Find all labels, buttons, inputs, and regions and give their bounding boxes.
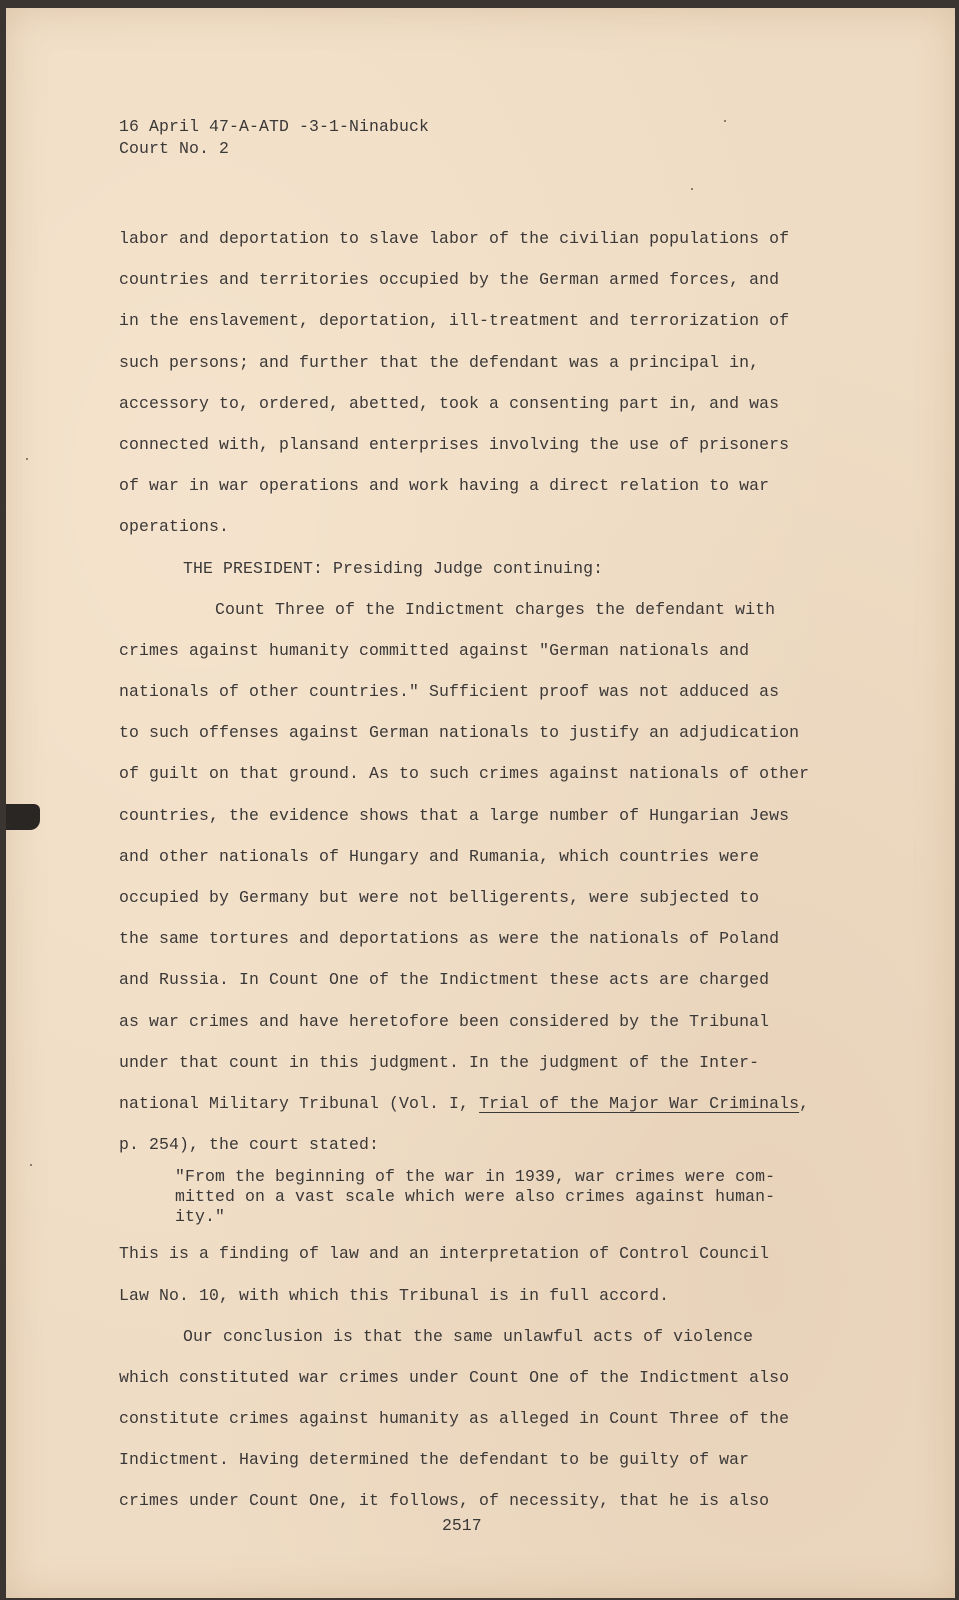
text-line: This is a finding of law and an interpretation of Control Council [119, 1244, 770, 1264]
text-line: operations. [119, 517, 230, 537]
text-line: Indictment. Having determined the defendant to be guilty of war [119, 1450, 750, 1470]
document-page [6, 8, 955, 1598]
citation-title: Trial of the Major War Criminals [479, 1093, 800, 1113]
page-number: 2517 [442, 1516, 482, 1535]
quote-line: mitted on a vast scale which were also crimes against human- [175, 1187, 776, 1207]
citation-comma: , [799, 1093, 810, 1113]
document-body [119, 218, 839, 1522]
text-line: under that count in this judgment. In the judgment of the Inter- [119, 1052, 760, 1072]
paragraph-3 [119, 1233, 839, 1315]
text-line: to such offenses against German nationals to justify an adjudication [119, 723, 800, 743]
text-line: countries and territories occupied by the German armed forces, and [119, 270, 780, 290]
text-line: p. 254), the court stated: [119, 1135, 380, 1155]
speaker-line: THE PRESIDENT: Presiding Judge continuing: [183, 558, 604, 578]
text-line: and Russia. In Count One of the Indictment these acts are charged [119, 970, 770, 990]
text-line: constitute crimes against humanity as alleged in Count Three of the [119, 1409, 790, 1429]
header-court-number: Court No. 2 [119, 139, 230, 158]
header-date-reference: 16 April 47-A-ATD -3-1-Ninabuck [119, 117, 430, 136]
text-line: occupied by Germany but were not belligerents, were subjected to [119, 888, 760, 907]
paper-speck [724, 120, 726, 122]
binder-hole-mark [6, 804, 40, 830]
text-line: accessory to, ordered, abetted, took a consenting part in, and was [119, 393, 780, 413]
text-line: connected with, plansand enterprises involving the use of prisoners [119, 434, 790, 454]
citation-text: national Military Tribunal (Vol. I, [119, 1093, 480, 1113]
text-line: nationals of other countries." Sufficient proof was not adduced as [119, 682, 780, 702]
quote-line: ity." [175, 1207, 226, 1227]
paper-speck [691, 188, 693, 190]
paragraph-2 [119, 589, 839, 1166]
paper-speck [30, 1164, 32, 1166]
text-line: of war in war operations and work having a direct relation to war [119, 476, 770, 496]
block-quote [175, 1167, 839, 1227]
paragraph-4 [119, 1316, 839, 1522]
text-line: as war crimes and have heretofore been considered by the Tribunal [119, 1011, 770, 1031]
text-line: countries, the evidence shows that a large number of Hungarian Jews [119, 805, 790, 825]
paragraph-1 [119, 218, 839, 548]
text-line: in the enslavement, deportation, ill-treatment and terrorization of [119, 311, 790, 331]
text-line: crimes against humanity committed against "German nationals and [119, 640, 750, 660]
text-line: such persons; and further that the defendant was a principal in, [119, 352, 760, 372]
text-line: which constituted war crimes under Count One of the Indictment also [119, 1367, 790, 1387]
text-line: Law No. 10, with which this Tribunal is in full accord. [119, 1285, 670, 1305]
text-line: Our conclusion is that the same unlawful acts of violence [183, 1326, 754, 1346]
text-line: crimes under Count One, it follows, of necessity, that he is also [119, 1491, 770, 1511]
citation-line [119, 1083, 839, 1124]
quote-line: "From the beginning of the war in 1939, war crimes were com- [175, 1167, 776, 1187]
text-line: labor and deportation to slave labor of the civilian populations of [119, 229, 790, 248]
text-line: the same tortures and deportations as were the nationals of Poland [119, 929, 780, 949]
document-header [119, 116, 429, 160]
text-line: and other nationals of Hungary and Rumania, which countries were [119, 846, 760, 866]
text-line: Count Three of the Indictment charges the defendant with [215, 599, 776, 619]
paper-speck [26, 458, 28, 460]
text-line: of guilt on that ground. As to such crimes against nationals of other [119, 764, 810, 784]
